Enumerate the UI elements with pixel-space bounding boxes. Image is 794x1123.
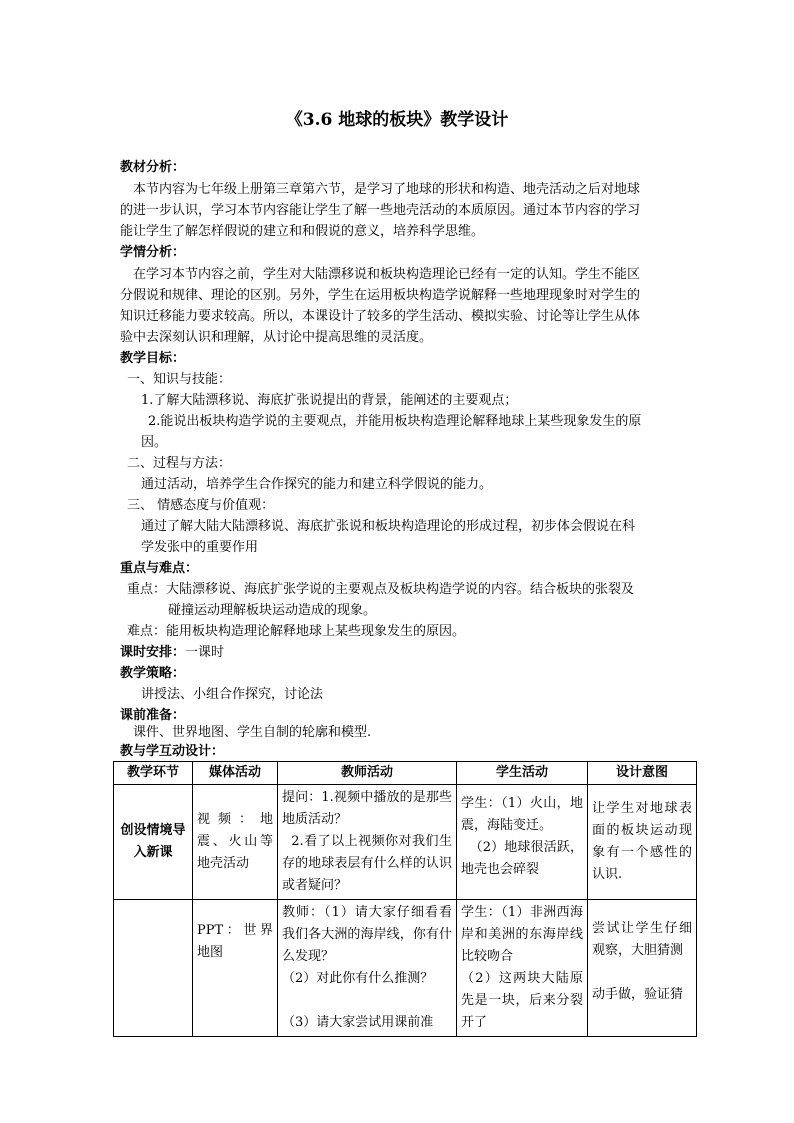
header-student: 学生活动 <box>457 762 588 785</box>
strategy-heading: 教学策略： <box>120 666 186 681</box>
goal3-line2: 学发张中的重要作用 <box>141 540 259 555</box>
textbook-heading: 教材分析： <box>120 160 186 175</box>
header-teacher: 教师活动 <box>278 762 457 785</box>
goal2-text: 通过活动，培养学生合作探究的能力和建立科学假说的能力。 <box>141 477 493 492</box>
table-row <box>114 900 697 1037</box>
row1-student: 学生：（1）火山，地震，海陆变迁。 （2）地球很活跃，地壳也会碎裂 <box>457 785 588 900</box>
row2-media: PPT：世界地图 <box>193 900 278 1037</box>
goal1-heading: 一、知识与技能： <box>127 372 232 387</box>
schedule-row <box>120 642 224 663</box>
row2-intent: 尝试让学生仔细观察，大胆猜测 动手做，验证猜 <box>588 900 697 1037</box>
goal3-heading: 三、 情感态度与价值观： <box>127 498 275 513</box>
interaction-table <box>113 761 697 1037</box>
student-line-2: 分假说和规律、理论的区别。另外，学生在运用板块构造学说解释一些地理现象时对学生的 <box>120 288 641 303</box>
schedule-value: 一课时 <box>185 645 225 660</box>
goals-heading: 教学目标： <box>120 351 186 366</box>
key-line-1: 重点：大陆漂移说、海底扩张学说的主要观点及板块构造学说的内容。结合板块的张裂及 <box>127 582 635 597</box>
key-line-2: 碰撞运动理解板块运动造成的现象。 <box>168 603 377 618</box>
row2-teacher: 教师：（1）请大家仔细看看我们各大洲的海岸线，你有什么发现？ （2）对此你有什么推测？ （3）请大家尝试用课前准 <box>278 900 457 1037</box>
row1-stage: 创设情境导入新课 <box>114 785 193 900</box>
header-intent: 设计意图 <box>588 762 697 785</box>
prep-heading: 课前准备： <box>120 708 186 723</box>
keypoints-heading: 重点与难点： <box>120 561 199 576</box>
strategy-value: 讲授法、小组合作探究，讨论法 <box>141 687 324 702</box>
header-stage: 教学环节 <box>114 762 193 785</box>
student-line-3: 知识迁移能力要求较高。所以，本课设计了较多的学生活动、模拟实验、讨论等让学生从体 <box>120 309 641 324</box>
header-media: 媒体活动 <box>193 762 278 785</box>
interaction-heading: 教与学互动设计： <box>120 744 225 759</box>
row1-teacher: 提问：1.视频中播放的是那些地质活动？ 2.看了以上视频你对我们生存的地球表层有什么样的认识或者疑问？ <box>278 785 457 900</box>
page-title: 《3.6 地球的板块》教学设计 <box>285 110 509 130</box>
goal1-item1: 1.了解大陆漂移说、海底扩张说提出的背景，能阐述的主要观点； <box>141 393 518 408</box>
row1-media: 视频：地震、火山等地壳活动 <box>193 785 278 900</box>
student-heading: 学情分析： <box>120 245 186 260</box>
goal1-item2-line1: 2.能说出板块构造学说的主要观点，并能用板块构造理论解释地球上某些现象发生的原 <box>148 414 642 429</box>
textbook-line-3: 能让学生了解怎样假说的建立和和假说的意义，培养科学思维。 <box>120 224 485 239</box>
goal1-item2-line2: 因。 <box>141 435 168 450</box>
goal3-line1: 通过了解大陆大陆漂移说、海底扩张说和板块构造理论的形成过程，初步体会假说在科 <box>141 519 636 534</box>
row2-stage <box>114 900 193 1037</box>
goal2-heading: 二、过程与方法： <box>127 456 232 471</box>
schedule-heading: 课时安排： <box>120 645 186 660</box>
student-line-1: 在学习本节内容之前，学生对大陆漂移说和板块构造理论已经有一定的认知。学生不能区 <box>133 267 641 282</box>
row1-intent: 让学生对地球表面的板块运动现象有一个感性的认识. <box>588 785 697 900</box>
table-row <box>114 785 697 900</box>
table-header-row <box>114 762 697 785</box>
student-line-4: 验中去深刻认识和理解，从讨论中提高思维的灵活度。 <box>120 330 433 345</box>
row2-student: 学生：（1）非洲西海岸和美洲的东海岸线比较吻合 （2）这两块大陆原先是一块，后来分裂开了 <box>457 900 588 1037</box>
textbook-line-1: 本节内容为七年级上册第三章第六节，是学习了地球的形状和构造、地壳活动之后对地球 <box>133 182 641 197</box>
textbook-line-2: 的进一步认识，学习本节内容能让学生了解一些地壳活动的本质原因。通过本节内容的学习 <box>120 203 641 218</box>
difficulty-line: 难点：能用板块构造理论解释地球上某些现象发生的原因。 <box>127 624 466 639</box>
prep-value: 课件、世界地图、学生自制的轮廓和模型. <box>133 725 372 740</box>
